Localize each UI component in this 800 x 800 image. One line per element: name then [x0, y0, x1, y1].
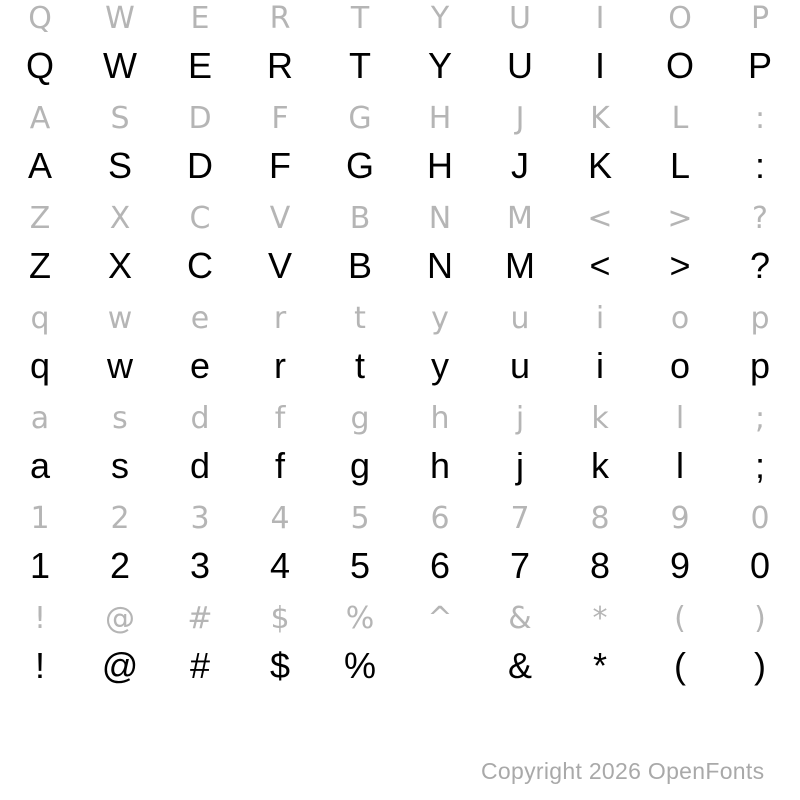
glyph-cell: f — [274, 445, 285, 486]
glyph-cell: p — [749, 345, 771, 386]
glyph-cell: Q — [28, 1, 52, 36]
glyph-cell: M — [507, 201, 533, 236]
glyph-cell: L — [671, 101, 689, 136]
glyph-cell: I — [595, 1, 605, 36]
glyph-cell: C — [189, 201, 211, 236]
glyph-cell: B — [349, 201, 371, 236]
glyph-cell: N — [427, 245, 453, 286]
glyph-cell: j — [515, 401, 525, 436]
glyph-cell: N — [428, 201, 452, 236]
glyph-cell: P — [747, 45, 772, 86]
glyph-cell: > — [667, 201, 693, 236]
glyph-cell: O — [668, 1, 692, 36]
glyph-cell: O — [665, 45, 694, 86]
glyph-cell: # — [189, 645, 211, 686]
glyph-cell: d — [189, 445, 211, 486]
glyph-cell: 9 — [669, 545, 691, 586]
glyph-cell: 1 — [30, 501, 50, 536]
glyph-cell: s — [112, 401, 128, 436]
glyph-cell: F — [269, 145, 291, 186]
glyph-cell: $ — [269, 645, 291, 686]
glyph-cell: < — [587, 201, 613, 236]
glyph-cell: B — [347, 245, 372, 286]
glyph-cell: o — [670, 301, 690, 336]
glyph-cell: w — [107, 301, 133, 336]
glyph-cell: ; — [754, 401, 766, 436]
glyph-cell: K — [590, 101, 610, 136]
glyph-cell: s — [111, 445, 129, 486]
glyph-cell: S — [110, 101, 130, 136]
specimen-row — [0, 445, 800, 486]
glyph-cell: W — [103, 45, 137, 86]
glyph-cell: G — [348, 101, 372, 136]
glyph-cell: S — [107, 145, 132, 186]
reference-row — [0, 501, 800, 536]
glyph-cell: e — [189, 345, 211, 386]
glyph-cell: a — [29, 445, 51, 486]
specimen-row — [0, 145, 800, 186]
glyph-cell: # — [187, 601, 213, 636]
glyph-cell: C — [187, 245, 213, 286]
glyph-cell: d — [190, 401, 210, 436]
glyph-cell: t — [354, 301, 366, 336]
glyph-cell: K — [587, 145, 612, 186]
reference-row — [0, 1, 800, 36]
glyph-cell: f — [274, 401, 286, 436]
glyph-cell: V — [267, 245, 292, 286]
glyph-cell: 1 — [29, 545, 51, 586]
glyph-cell: Z — [29, 245, 51, 286]
glyph-cell: i — [595, 301, 605, 336]
glyph-cell: 4 — [270, 501, 290, 536]
glyph-cell: & — [507, 645, 532, 686]
glyph-cell: k — [591, 445, 609, 486]
glyph-cell: 9 — [670, 501, 690, 536]
glyph-cell: D — [188, 101, 212, 136]
glyph-cell: E — [187, 45, 212, 86]
glyph-cell: ? — [752, 201, 768, 236]
glyph-cell: l — [675, 401, 685, 436]
glyph-cell: W — [105, 1, 135, 36]
specimen-row — [0, 645, 800, 686]
glyph-cell: @ — [101, 645, 139, 686]
glyph-cell: $ — [270, 601, 290, 636]
glyph-cell: E — [190, 1, 210, 36]
glyph-cell: L — [669, 145, 691, 186]
glyph-cell: h — [430, 401, 450, 436]
glyph-cell: t — [354, 345, 365, 386]
glyph-cell: 0 — [750, 501, 770, 536]
glyph-cell: y — [431, 345, 449, 386]
glyph-cell: 4 — [269, 545, 291, 586]
glyph-cell — [400, 648, 480, 684]
glyph-cell: r — [273, 301, 287, 336]
glyph-cell: 7 — [509, 545, 531, 586]
glyph-cell: D — [187, 145, 213, 186]
glyph-cell: & — [508, 601, 532, 636]
glyph-cell: H — [428, 101, 452, 136]
glyph-cell: j — [516, 445, 524, 486]
glyph-cell: : — [754, 101, 766, 136]
specimen-row — [0, 545, 800, 586]
glyph-cell: 7 — [510, 501, 530, 536]
glyph-cell: 0 — [749, 545, 771, 586]
glyph-cell: 3 — [189, 545, 211, 586]
glyph-cell: a — [30, 401, 50, 436]
glyph-cell: * — [592, 601, 608, 636]
glyph-cell: 3 — [190, 501, 210, 536]
glyph-cell: q — [29, 345, 51, 386]
glyph-cell: V — [269, 201, 291, 236]
glyph-cell: H — [427, 145, 453, 186]
glyph-cell: ! — [34, 645, 45, 686]
glyph-cell: 2 — [110, 501, 130, 536]
glyph-cell: g — [350, 401, 370, 436]
glyph-cell: G — [345, 145, 374, 186]
glyph-cell: T — [350, 1, 370, 36]
glyph-cell: e — [190, 301, 210, 336]
glyph-cell: > — [669, 245, 691, 286]
glyph-cell: Y — [430, 1, 450, 36]
glyph-cell: J — [515, 101, 525, 136]
glyph-cell: g — [349, 445, 371, 486]
glyph-cell: k — [591, 401, 609, 436]
glyph-cell: Q — [25, 45, 54, 86]
glyph-cell: ! — [33, 601, 47, 636]
glyph-cell: P — [750, 1, 770, 36]
reference-row — [0, 401, 800, 436]
glyph-cell: A — [27, 145, 52, 186]
glyph-cell: 5 — [349, 545, 371, 586]
glyph-cell: I — [594, 45, 605, 86]
glyph-cell: ^ — [427, 601, 453, 636]
reference-row — [0, 601, 800, 636]
glyph-cell: R — [267, 45, 293, 86]
glyph-cell: ) — [754, 645, 766, 686]
glyph-cell: 8 — [590, 501, 610, 536]
specimen-row — [0, 45, 800, 86]
glyph-cell: T — [349, 45, 371, 86]
glyph-cell: 6 — [430, 501, 450, 536]
glyph-cell: @ — [105, 601, 135, 636]
glyph-cell: ; — [754, 445, 765, 486]
glyph-cell: 6 — [429, 545, 451, 586]
reference-row — [0, 301, 800, 336]
glyph-cell: * — [592, 645, 607, 686]
glyph-cell: 2 — [109, 545, 131, 586]
glyph-cell: i — [596, 345, 604, 386]
glyph-cell: u — [509, 345, 531, 386]
glyph-cell: ) — [754, 601, 766, 636]
reference-row — [0, 101, 800, 136]
glyph-cell: Y — [427, 45, 452, 86]
glyph-cell: l — [676, 445, 684, 486]
glyph-cell: r — [274, 345, 286, 386]
glyph-cell: ( — [674, 645, 686, 686]
glyph-cell: X — [107, 245, 132, 286]
glyph-cell: U — [509, 1, 531, 36]
glyph-cell: w — [107, 345, 133, 386]
copyright-text: Copyright 2026 OpenFonts — [481, 758, 765, 784]
glyph-cell: 8 — [589, 545, 611, 586]
glyph-cell: : — [754, 145, 765, 186]
glyph-cell: ? — [749, 245, 771, 286]
glyph-cell: % — [345, 601, 375, 636]
specimen-row — [0, 245, 800, 286]
glyph-cell: ( — [674, 601, 686, 636]
glyph-cell: p — [750, 301, 770, 336]
glyph-cell: < — [589, 245, 611, 286]
glyph-cell: 5 — [350, 501, 370, 536]
glyph-cell: R — [269, 1, 291, 36]
glyph-cell: J — [511, 145, 529, 186]
glyph-cell: X — [109, 201, 131, 236]
glyph-cell: U — [507, 45, 533, 86]
glyph-cell: % — [343, 645, 376, 686]
glyph-cell: h — [429, 445, 451, 486]
reference-row — [0, 201, 800, 236]
glyph-cell: Z — [29, 201, 51, 236]
glyph-cell: F — [271, 101, 289, 136]
glyph-cell: y — [431, 301, 449, 336]
glyph-cell: M — [505, 245, 535, 286]
glyph-cell: q — [30, 301, 50, 336]
glyph-cell: A — [29, 101, 51, 136]
glyph-cell: u — [510, 301, 530, 336]
glyph-cell: o — [669, 345, 691, 386]
specimen-row — [0, 345, 800, 386]
